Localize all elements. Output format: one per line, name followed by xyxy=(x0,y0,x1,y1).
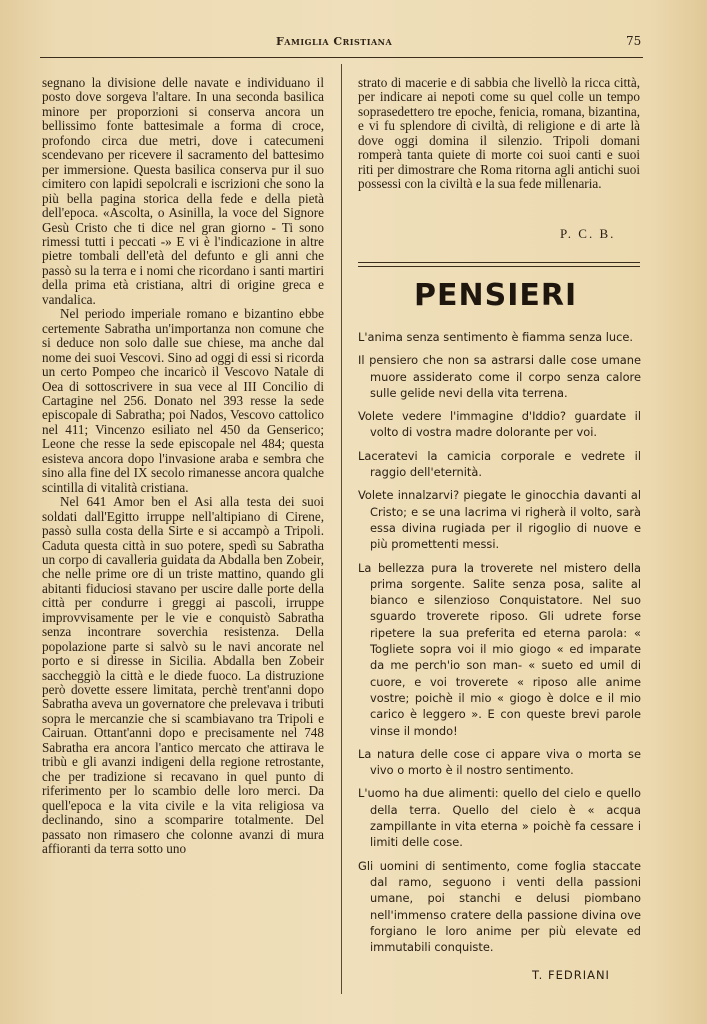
thought-item: La bellezza pura la troverete nel mistero della prima sorgente. Salite senza posa, salite al bianco e silenzioso Conquistatore. Nel suo sguardo troverete riposo. Gli udrete forse ripetere la sua preferita ed eterna parola: « Togliete sopra voi il mio giogo « ed imparate da me perch'io son man- « sueto ed umil di cuore, e voi troverete « riposo alle anime vostre; poichè il mio « giogo è dolce e il mio carico è leggero ». E con queste brevi parole vinse il mondo! xyxy=(358,560,641,738)
article-paragraph: Nel periodo imperiale romano e bizantino ebbe certemente Sabratha un'importanza non comune che si deduce non solo dalle sue chiese, ma anche dal nome dei suoi Vescovi. Sino ad oggi di essi si ricorda un certo Pompeo che incaricò il Vescovo Natale di Oea di sottoscrivere in sua vece al III Concilio di Cartagine nel 256. Donato nel 393 resse la sede episcopale di Sabratha; poi Nados, Vescovo cattolico nel 411; Vincenzo esiliato nel 450 da Genserico; Leone che resse la sede episcopale nel 484; questa esisteva ancora dopo l'invasione araba e sembra che sino alla fine del IX secolo rimanesse ancora qualche scintilla di vitalità cristiana. xyxy=(42,306,324,495)
thought-item: L'uomo ha due alimenti: quello del cielo e quello della terra. Quello del cielo è « acqua zampillante in vita eterna » poichè fa cessare i limiti delle cose. xyxy=(358,786,641,850)
thought-item: Laceratevi la camicia corporale e vedrete il raggio dell'eternità. xyxy=(358,448,641,480)
page-number: 75 xyxy=(626,34,642,48)
pensieri-list xyxy=(358,329,641,962)
article-paragraph: segnano la divisione delle navate e individuano il posto dove sorgeva l'altare. In una seconda basilica minore per proporzioni si conserva ancora un bellissimo fonte battesimale a forma di croce, profondo circa due metri, dove i catecumeni scendevano per ricevere il sacramento del battesimo per immersione. Questa basilica conserva pur il suo cimitero con lapidi sepolcrali e iscrizioni che sono la più bella pagina storica della fede e della pietà dell'epoca. «Ascolta, o Asinilla, la voce del Signore Gesù Cristo che ti dice nel gran giorno - Ti sono rimessi tutti i peccati -» E vi è l'indicazione in altre pietre tombali dell'età del defunto e gli anni che passò su la terra e i nomi che ricordano i santi martiri della prima età cristiana, altri di origine greca e vandalica. xyxy=(42,75,324,307)
pensieri-author: T. FEDRIANI xyxy=(532,968,610,982)
thought-item: La natura delle cose ci appare viva o morta se vivo o morto è il nostro sentimento. xyxy=(358,746,641,778)
thought-item: Volete vedere l'immagine d'Iddio? guardate il volto di vostra madre dolorante per voi. xyxy=(358,409,641,440)
page-header xyxy=(0,31,707,53)
magazine-title: Famiglia Cristiana xyxy=(276,35,393,48)
pensieri-heading: PENSIERI xyxy=(414,278,578,313)
article-paragraph: Nel 641 Amor ben el Asi alla testa dei suoi soldati dall'Egitto irruppe nell'altipiano di Cirene, passò sulla costa della Sirte e si accampò a Tripoli. Caduta questa città in suo potere, spedì su Sabratha un corpo di cavalleria guidata da Abdalla ben Zobeir, che nelle prime ore di un triste mattino, quando gli abitanti fiduciosi stavano per uscire dalle porte della città per condurre i greggi ai pascoli, irruppe improvvisamente per le vie e conquistò Sabratha senza incontrare soverchia resistenza. Della popolazione parte si salvò su le navi ancorate nel porto e si diresse in Sicilia. Abdalla ben Zobeir saccheggiò la città e le diede fuoco. La distruzione però dovette essere limitata, perchè trent'anni dopo Sabratha aveva un governatore che prelevava i tributi sopra le mercanzie che si scambiavano tra Tripoli e Cairuan. Ottant'anni dopo e precisamente nel 748 Sabratha era ancora l'antico mercato che attirava le tribù e gli avanzi indigeni della regione retrostante, che per tradizione si recavano in quel punto di riferimento per lo scambio delle loro merci. Da quell'epoca e la vita civile e la vita religiosa va declinando, sino a scomparire totalmente. Del passato non rimasero che colonne avanzi di mura affioranti da terra sotto uno xyxy=(42,494,324,857)
thought-item: L'anima senza sentimento è fiamma senza luce. xyxy=(358,330,634,344)
thought-item: Volete innalzarvi? piegate le ginocchia davanti al Cristo; e se una lacrima vi righerà il volto, sarà essa divina rugiada per il rigoglio di nuove e più promettenti messi. xyxy=(358,488,641,552)
right-column-article-end xyxy=(358,76,640,192)
article-signature: P. C. B. xyxy=(560,226,616,241)
section-rule xyxy=(358,262,640,263)
column-divider xyxy=(341,64,342,994)
thought-item: Il pensiero che non sa astrarsi dalle cose umane muore assiderato come il corpo senza calore sulle gelide nevi della vita terrena. xyxy=(358,353,641,400)
header-rule xyxy=(40,57,643,58)
left-column-article xyxy=(42,76,324,856)
article-paragraph: strato di macerie e di sabbia che livellò la ricca città, per indicare ai nepoti come su quel colle un tempo soprasedettero tre epoche, fenicia, romana, bizantina, e vi fu splendore di civiltà, di religione e di arte là dove oggi domina il silenzio. Tripoli domani romperà tanta quiete di morte coi suoi canti e suoi riti per dimostrare che Roma ritorna agli antichi suoi possessi con la civiltà e la sua fede millenaria. xyxy=(358,75,640,192)
section-rule xyxy=(358,266,640,267)
thought-item: Gli uomini di sentimento, come foglia staccate dal ramo, seguono i venti della passioni umane, poi stanchi e delusi piombano nell'immenso cratere della passione divina ove forgiano le loro anime per più elevate ed immutabili conquiste. xyxy=(358,858,641,955)
